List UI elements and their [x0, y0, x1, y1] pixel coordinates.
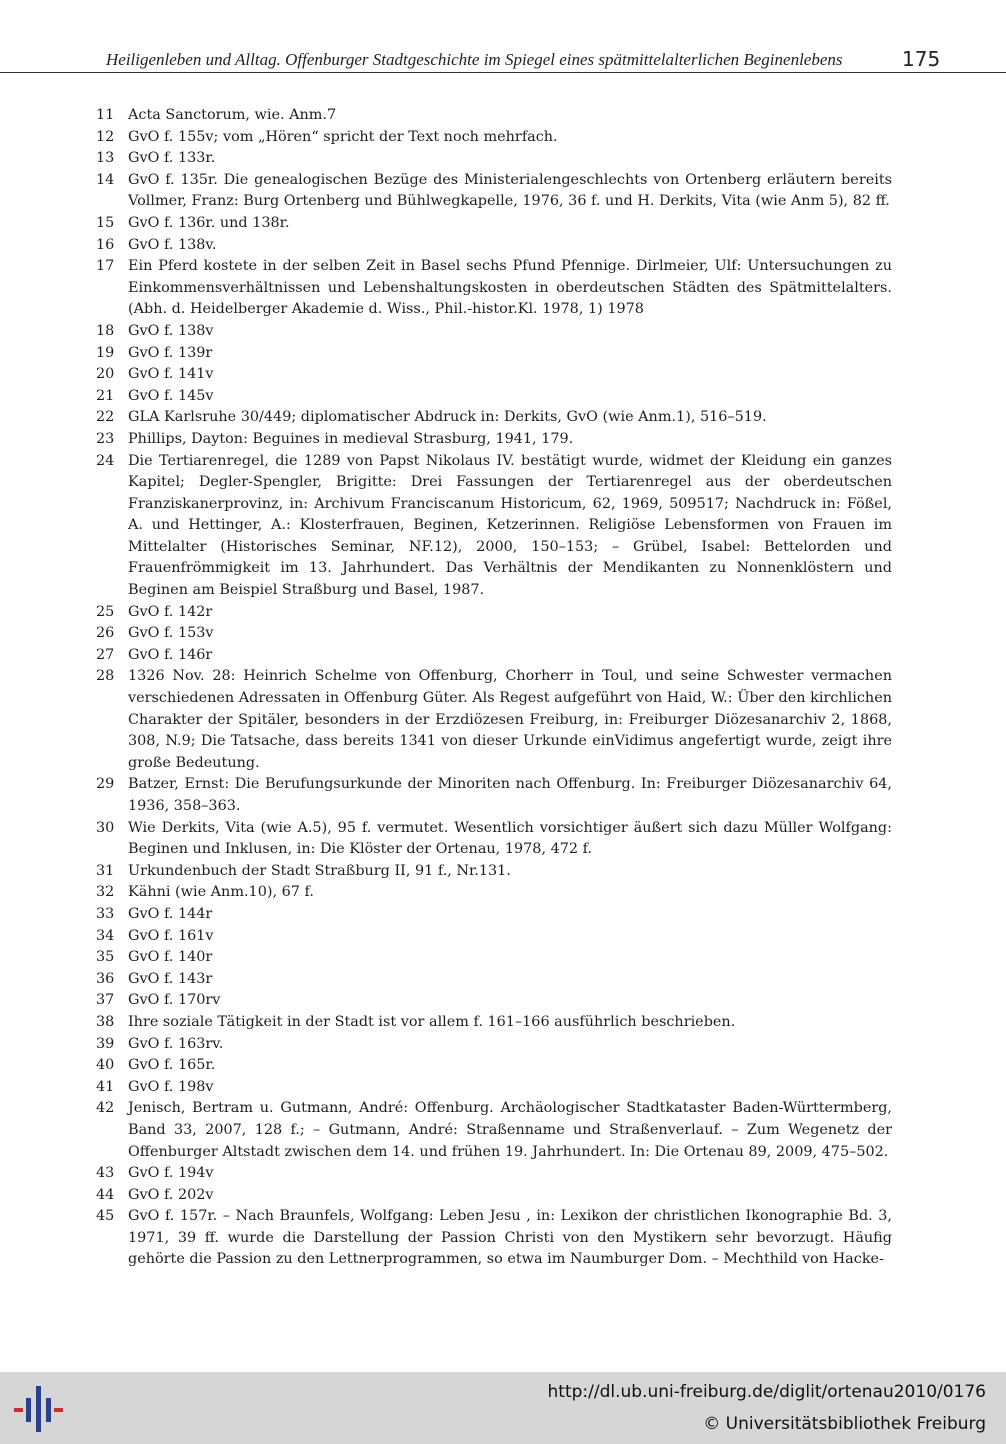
footnote-number: 35	[96, 949, 115, 966]
footnote-number: 42	[96, 1100, 115, 1117]
footnote-text: GvO f. 202v	[128, 1186, 214, 1203]
footnotes-list	[0, 105, 1006, 1271]
footnote-item	[0, 386, 892, 408]
footnote-item	[0, 451, 892, 602]
footnote-number: 28	[96, 668, 115, 685]
footnote-number: 21	[96, 387, 115, 404]
footnote-item	[0, 1034, 892, 1056]
footnote-text: Phillips, Dayton: Beguines in medieval Strasburg, 1941, 179.	[128, 430, 574, 447]
footnote-item	[0, 256, 892, 321]
footnote-text: Acta Sanctorum, wie. Anm.7	[128, 107, 337, 123]
footnote-item	[0, 623, 892, 645]
footnote-number: 43	[96, 1165, 115, 1182]
footnote-text: Ihre soziale Tätigkeit in der Stadt ist vor allem f. 161–166 ausführlich beschrieben.	[128, 1013, 736, 1030]
footnote-item	[0, 321, 892, 343]
footnote-number: 34	[96, 927, 115, 944]
footnote-text: GvO f. 141v	[128, 366, 214, 383]
footnote-text: GvO f. 146r	[128, 646, 213, 663]
footnote-item	[0, 1163, 892, 1185]
footnote-item	[0, 818, 892, 861]
footnote-text: GvO f. 138v	[128, 322, 214, 339]
footnote-number: 32	[96, 884, 115, 901]
footnote-number: 11	[96, 107, 115, 123]
footnote-text: GvO f. 198v	[128, 1078, 214, 1095]
footnote-number: 12	[96, 128, 115, 145]
ub-freiburg-logo-icon	[12, 1386, 64, 1432]
footnote-item	[0, 1206, 892, 1271]
footnote-text: GvO f. 145v	[128, 387, 214, 404]
footnote-text: GvO f. 138v.	[128, 236, 217, 253]
running-head	[0, 0, 1006, 74]
footnote-text: GvO f. 135r. Die genealogischen Bezüge des Ministerialengeschlechts von Ortenberg erläutern bereits Vollmer, Franz: Burg Ortenberg und Bühlwegkapelle, 1976, 36 f. und H. Derkits, Vita (wie Anm 5), 82 ff.	[128, 171, 892, 210]
footnote-item	[0, 148, 892, 170]
footnote-item	[0, 645, 892, 667]
footnote-number: 24	[96, 452, 115, 469]
footnote-text: GvO f. 163rv.	[128, 1035, 224, 1052]
footnote-item	[0, 861, 892, 883]
footnote-text: Jenisch, Bertram u. Gutmann, André: Offenburg. Archäologischer Stadtkataster Baden-Württermberg, Band 33, 2007, 128 f.; – Gutmann, André: Straßenname und Straßenverlauf. – Zum Wegenetz der Offenburger Altstadt zwischen dem 14. und frühen 19. Jahrhundert. In: Die Ortenau 89, 2009, 475–502.	[128, 1100, 892, 1160]
footnote-number: 29	[96, 776, 115, 793]
footnote-number: 40	[96, 1057, 115, 1074]
footnote-number: 20	[96, 366, 115, 383]
footnote-number: 33	[96, 905, 115, 922]
footnote-item	[0, 1098, 892, 1163]
footnote-item	[0, 882, 892, 904]
footnote-text: GvO f. 155v; vom „Hören“ spricht der Text noch mehrfach.	[128, 128, 558, 145]
footnote-item	[0, 774, 892, 817]
footnote-text: GvO f. 161v	[128, 927, 214, 944]
footer-band	[0, 1372, 1006, 1444]
footnote-text: Urkundenbuch der Stadt Straßburg II, 91 f., Nr.131.	[128, 862, 511, 879]
footnote-item	[0, 969, 892, 991]
footnote-text: GvO f. 142r	[128, 603, 213, 620]
footnote-text: GvO f. 170rv	[128, 992, 221, 1009]
footnote-item	[0, 429, 892, 451]
footnote-number: 45	[96, 1208, 115, 1225]
footnote-item	[0, 364, 892, 386]
footnote-number: 18	[96, 322, 115, 339]
footnote-item	[0, 1077, 892, 1099]
footnote-text: GvO f. 143r	[128, 970, 213, 987]
footnote-text: Wie Derkits, Vita (wie A.5), 95 f. vermutet. Wesentlich vorsichtiger äußert sich dazu Müller Wolfgang: Beginen und Inklusen, in: Die Klöster der Ortenau, 1978, 472 f.	[128, 819, 892, 858]
footnote-number: 38	[96, 1013, 115, 1030]
footnote-number: 22	[96, 409, 115, 426]
footnote-number: 23	[96, 430, 115, 447]
footnote-text: 1326 Nov. 28: Heinrich Schelme von Offenburg, Chorherr in Toul, und seine Schwester vermachen verschiedenen Adressaten in Offenburg Güter. Als Regest aufgeführt von Haid, W.: Über den kirchlichen Charakter der Spitäler, besonders in der Erzdiözesen Freiburg, in: Freiburger Diözesanarchiv 2, 1868, 308, N.9; Die Tatsache, dass bereits 1341 von dieser Urkunde einVidimus angefertigt wurde, zeigt ihre große Bedeutung.	[128, 668, 892, 771]
footnote-number: 44	[96, 1186, 115, 1203]
footnote-item	[0, 127, 892, 149]
footnote-item	[0, 990, 892, 1012]
footnote-number: 31	[96, 862, 115, 879]
footnote-text: GvO f. 144r	[128, 905, 213, 922]
footnote-text: Ein Pferd kostete in der selben Zeit in Basel sechs Pfund Pfennige. Dirlmeier, Ulf: Untersuchungen zu Einkommensverhältnissen und Lebenshaltungskosten in oberdeutschen Städten des Spätmittelalters. (Abh. d. Heidelberger Akademie d. Wiss., Phil.-histor.Kl. 1978, 1) 1978	[128, 258, 892, 318]
footnote-item	[0, 235, 892, 257]
footnote-number: 25	[96, 603, 115, 620]
footnote-text: GvO f. 153v	[128, 625, 214, 642]
footnote-item	[0, 343, 892, 365]
footnote-number: 30	[96, 819, 115, 836]
footnote-number: 19	[96, 344, 115, 361]
footnote-item	[0, 407, 892, 429]
footnote-item	[0, 1055, 892, 1077]
footnote-item	[0, 666, 892, 774]
footnote-text: Die Tertiarenregel, die 1289 von Papst Nikolaus IV. bestätigt wurde, widmet der Kleidung ein ganzes Kapitel; Degler-Spengler, Brigitte: Drei Fassungen der Tertiarenregel aus der oberdeutschen Franziskanerprovinz, in: Archivum Franciscanum Historicum, 62, 1969, 509517; Nachdruck in: Fößel, A. und Hettinger, A.: Klosterfrauen, Beginen, Ketzerinnen. Religiöse Lebensformen von Frauen im Mittelalter (Historisches Seminar, NF.12), 2000, 150–153; – Grübel, Isabel: Bettelorden und Frauenfrömmigkeit im 13. Jahrhundert. Das Verhältnis der Mendikanten zu Nonnenklöstern und Beginen am Beispiel Straßburg und Basel, 1987.	[128, 452, 892, 599]
footnote-number: 41	[96, 1078, 115, 1095]
footnote-item	[0, 105, 892, 127]
footnote-number: 39	[96, 1035, 115, 1052]
footnote-number: 37	[96, 992, 115, 1009]
footnote-item	[0, 1012, 892, 1034]
footnote-text: GvO f. 157r. – Nach Braunfels, Wolfgang: Leben Jesu , in: Lexikon der christlichen Ikonographie Bd. 3, 1971, 39 ff. wurde die Darstellung der Passion Christi von den Mystikern sehr bevorzugt. Häufig gehörte die Passion zu den Lettnerprogrammen, so etwa im Naumburger Dom. – Mechthild von Hacke-	[128, 1208, 892, 1268]
footnote-text: GvO f. 136r. und 138r.	[128, 214, 290, 231]
footnote-item	[0, 947, 892, 969]
page-number: 175	[902, 47, 941, 71]
footnote-item	[0, 904, 892, 926]
header-rule	[0, 72, 1006, 73]
footnote-text: Kähni (wie Anm.10), 67 f.	[128, 884, 314, 901]
footnote-number: 16	[96, 236, 115, 253]
footnote-item	[0, 926, 892, 948]
footnote-number: 13	[96, 150, 115, 167]
footer-copyright: © Universitätsbibliothek Freiburg	[703, 1414, 986, 1434]
footnote-text: GLA Karlsruhe 30/449; diplomatischer Abdruck in: Derkits, GvO (wie Anm.1), 516–519.	[128, 409, 767, 426]
footnote-number: 17	[96, 258, 115, 275]
footnote-item	[0, 170, 892, 213]
footnote-number: 14	[96, 171, 115, 188]
footnote-number: 15	[96, 214, 115, 231]
running-head-title: Heiligenleben und Alltag. Offenburger Stadtgeschichte im Spiegel eines spätmittelalterlichen Beginenlebens	[106, 50, 843, 69]
footer-url-link[interactable]: http://dl.ub.uni-freiburg.de/diglit/ortenau2010/0176	[547, 1382, 986, 1402]
footnote-number: 27	[96, 646, 115, 663]
footnote-number: 26	[96, 625, 115, 642]
footnote-item	[0, 213, 892, 235]
footnote-text: GvO f. 194v	[128, 1165, 214, 1182]
footnote-text: Batzer, Ernst: Die Berufungsurkunde der Minoriten nach Offenburg. In: Freiburger Diözesanarchiv 64, 1936, 358–363.	[128, 776, 892, 814]
footnote-text: GvO f. 133r.	[128, 150, 216, 167]
footnote-item	[0, 602, 892, 624]
footnote-text: GvO f. 140r	[128, 949, 213, 966]
footnote-number: 36	[96, 970, 115, 987]
footnote-text: GvO f. 139r	[128, 344, 213, 361]
footnote-item	[0, 1185, 892, 1207]
footnote-text: GvO f. 165r.	[128, 1057, 216, 1074]
